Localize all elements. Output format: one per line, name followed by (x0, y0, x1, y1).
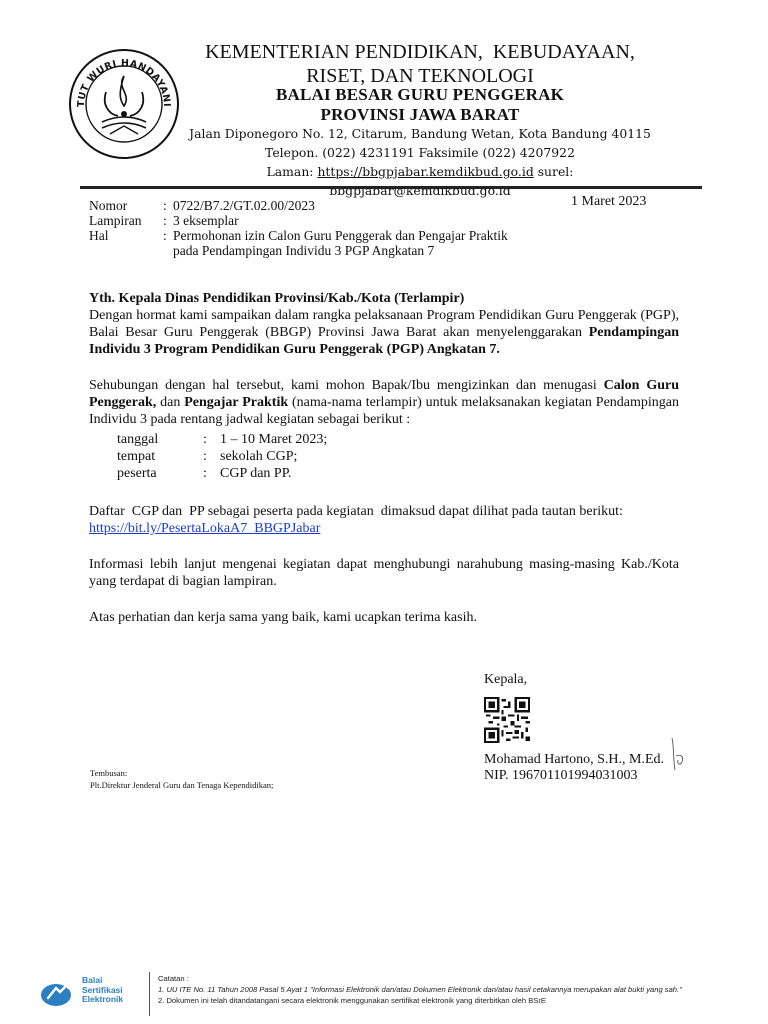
note-2: 2. Dokumen ini telah ditandatangani secara elektronik menggunakan sertifikat elektronik yang diterbitkan oleh BSrE (158, 996, 546, 1005)
bsre-logo (38, 978, 76, 1008)
lampiran-value: 3 eksemplar (173, 213, 239, 228)
bsre-name (82, 976, 123, 1005)
footer-notes (158, 973, 682, 1006)
paragraph-2-text-a: Sehubungan dengan hal tersebut, kami mohon Bapak/Ibu mengizinkan dan menugasi (89, 378, 604, 393)
lampiran-colon: : (163, 213, 167, 228)
meta-nomor-row (89, 198, 553, 213)
office-line-1: BALAI BESAR GURU PENGGERAK (275, 85, 565, 104)
paragraph-2-text-c: dan (156, 395, 185, 410)
carbon-copy (90, 767, 273, 791)
bsre-line-2: Sertifikasi (82, 984, 123, 995)
schedule-value: sekolah CGP; (220, 449, 298, 464)
schedule-list (117, 431, 327, 482)
office-phone: Telepon. (022) 4231191 Faksimile (022) 4207922 (265, 145, 575, 160)
paragraph-2 (89, 377, 679, 428)
hal-value-line-2: pada Pendampingan Individu 3 PGP Angkatan 7 (173, 243, 435, 258)
meta-hal-row (89, 228, 553, 258)
letterhead-divider (80, 186, 702, 189)
carbon-copy-label: Tembusan: (90, 768, 128, 778)
hal-value-line-1: Permohonan izin Calon Guru Penggerak dan Pengajar Praktik (173, 228, 508, 243)
notes-title: Catatan : (158, 974, 189, 983)
hal-colon: : (163, 228, 167, 243)
letter-date: 1 Maret 2023 (571, 194, 647, 209)
nomor-value: 0722/B7.2/GT.02.00/2023 (173, 198, 315, 213)
signatory-nip: NIP. 196701101994031003 (484, 768, 638, 783)
signature-title: Kepala, (484, 672, 528, 687)
participant-list-link[interactable]: https://bit.ly/PesertaLokaA7_BBGPJabar (89, 521, 321, 536)
hal-value (173, 228, 553, 258)
paragraph-2-bold-pp: Pengajar Praktik (184, 395, 289, 410)
paragraph-1 (89, 307, 679, 358)
schedule-row (117, 431, 327, 448)
note-1: 1. UU ITE No. 11 Tahun 2008 Pasal 5 Ayat 1 "Informasi Elektronik dan/atau Dokumen Elektronik dan/atau hasil cetakannya merupakan alat bukti yang sah." (158, 985, 682, 994)
office-name (175, 85, 665, 125)
hal-label: Hal (89, 228, 109, 243)
qr-code (484, 697, 530, 743)
paragraph-1-bold: Pendampingan Individu 3 Program Pendidikan Guru Penggerak (PGP) Angkatan 7. (89, 325, 679, 357)
website-link[interactable]: https://bbgpjabar.kemdikbud.go.id (317, 164, 534, 179)
signatory-name: Mohamad Hartono, S.H., M.Ed. (484, 752, 665, 767)
handwritten-mark (668, 736, 690, 776)
meta-lampiran-row (89, 213, 553, 228)
footer-divider (149, 972, 150, 1016)
schedule-colon: : (203, 432, 207, 447)
schedule-value: CGP dan PP. (220, 466, 292, 481)
schedule-colon: : (203, 449, 207, 464)
office-line-2: PROVINSI JAWA BARAT (320, 105, 520, 124)
email-text: surel: bbgpjabar@kemdikbud.go.id (329, 164, 574, 198)
schedule-row (117, 465, 327, 482)
ministry-line-1: KEMENTERIAN PENDIDIKAN, KEBUDAYAAN, (205, 41, 635, 63)
office-address: Jalan Diponegoro No. 12, Citarum, Bandung Wetan, Kota Bandung 40115 (189, 126, 651, 141)
paragraph-2-text-e: (nama-nama terlampir) untuk melaksanakan kegiatan Pendampingan Individu 3 pada rentang jadwal kegiatan sebagai berikut : (89, 395, 679, 427)
schedule-value: 1 – 10 Maret 2023; (220, 432, 328, 447)
paragraph-3 (89, 503, 679, 537)
schedule-colon: : (203, 466, 207, 481)
web-label: Laman: (266, 164, 314, 179)
tut-wuri-handayani-logo (62, 42, 182, 162)
lampiran-label: Lampiran (89, 213, 142, 228)
bsre-line-1: Balai (82, 975, 103, 985)
schedule-key: tanggal (117, 432, 159, 447)
paragraph-2-bold-cgp: Calon Guru Penggerak, (89, 378, 679, 410)
addressee: Yth. Kepala Dinas Pendidikan Provinsi/Kab./Kota (Terlampir) (89, 291, 465, 306)
paragraph-3-text: Daftar CGP dan PP sebagai peserta pada kegiatan dimaksud dapat dilihat pada tautan berikut: (89, 504, 623, 519)
paragraph-1-text: Dengan hormat kami sampaikan dalam rangka pelaksanaan Program Pendidikan Guru Penggerak (PGP), Balai Besar Guru Penggerak (BBGP) Provinsi Jawa Barat akan menyelenggarakan (89, 308, 679, 340)
paragraph-4: Informasi lebih lanjut mengenai kegiatan dapat menghubungi narahubung masing-masing Kab./Kota yang terdapat di bagian lampiran. (89, 557, 679, 589)
letter-opening (89, 290, 679, 358)
ministry-line-2: RISET, DAN TEKNOLOGI (306, 65, 534, 87)
nomor-label: Nomor (89, 198, 128, 213)
schedule-row (117, 448, 327, 465)
svg-text:TUT WURI HANDAYANI: TUT WURI HANDAYANI (75, 57, 173, 108)
carbon-copy-item: Plt.Direktur Jenderal Guru dan Tenaga Kependidikan; (90, 780, 274, 790)
paragraph-5: Atas perhatian dan kerja sama yang baik, kami ucapkan terima kasih. (89, 610, 477, 625)
schedule-key: tempat (117, 449, 156, 464)
bsre-line-3: Elektronik (82, 994, 124, 1004)
letter-meta (89, 198, 553, 258)
ministry-name (175, 40, 665, 88)
signatory (484, 752, 664, 784)
schedule-key: peserta (117, 466, 157, 481)
nomor-colon: : (163, 198, 167, 213)
